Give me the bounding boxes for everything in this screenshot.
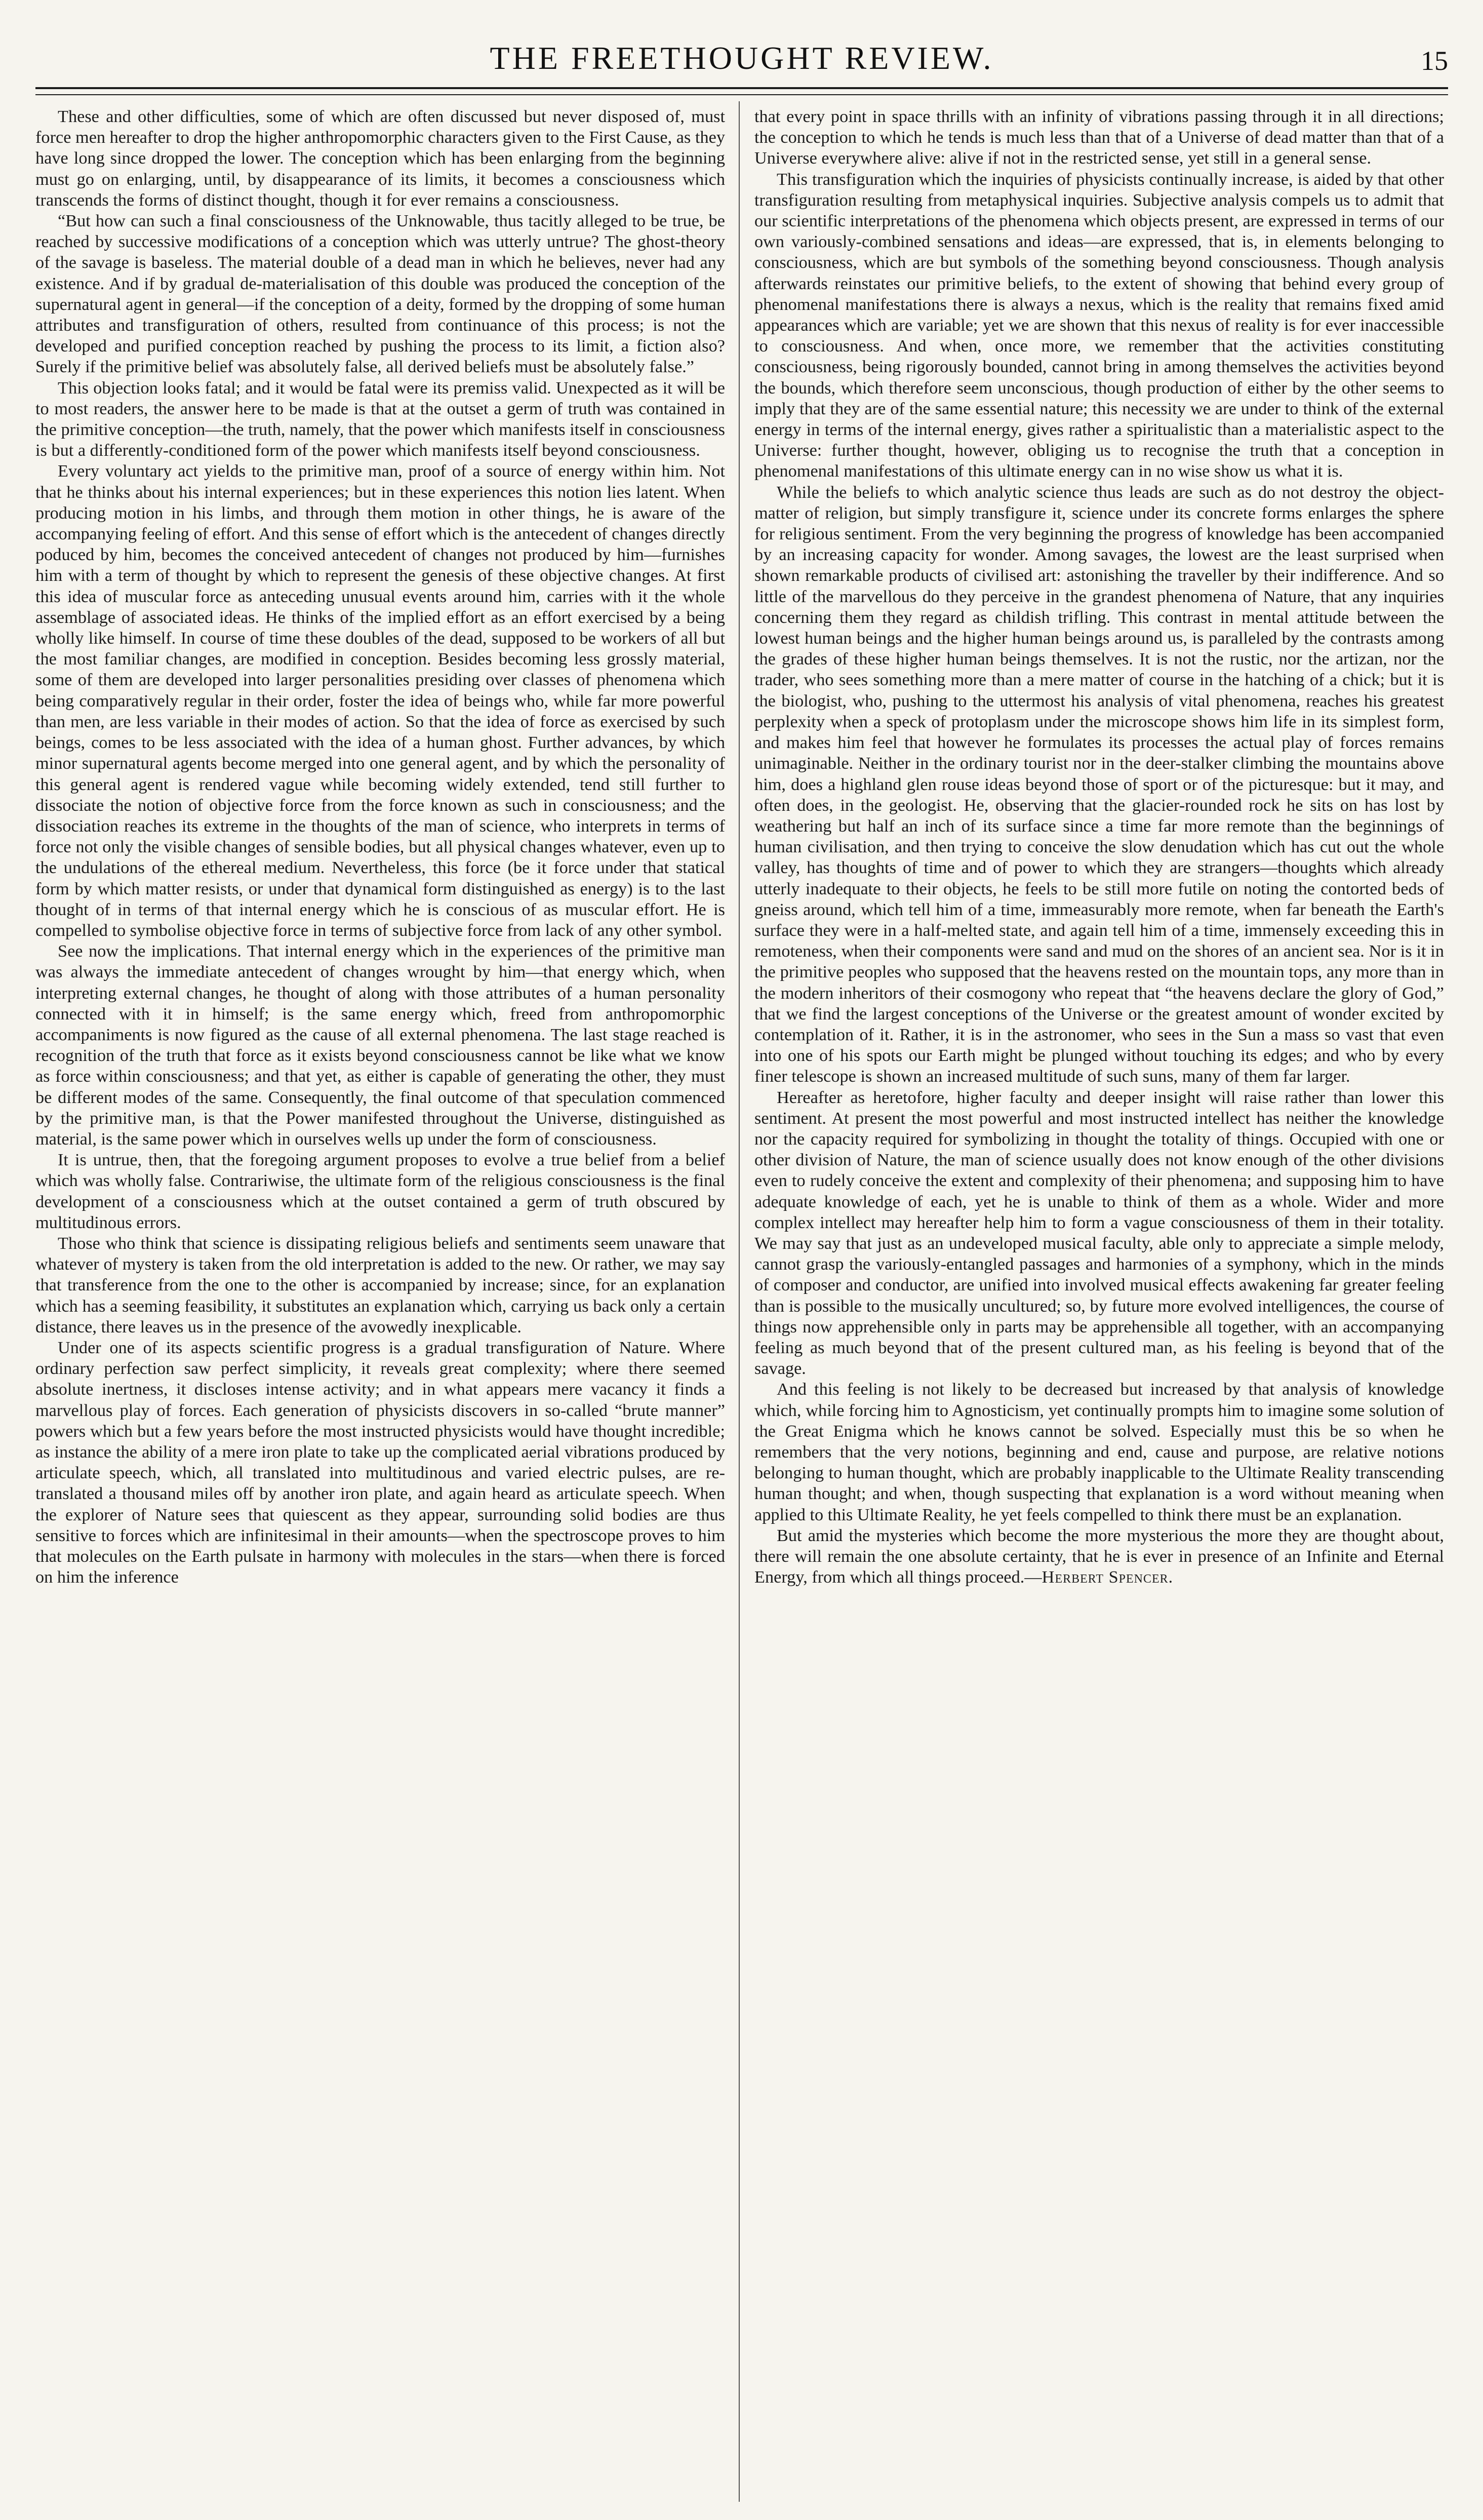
paragraph: Under one of its aspects scientific progress is a gradual transfiguration of Nature. Where ordinary perfection saw perfect simplicity, it reveals great complexity; where there seemed absolute inertness, it discloses intense activity; and in what appears mere vacancy it finds a marvellous play of forces. Each generation of physicists discovers in so-called “brute manner” powers which but a few years before the most instructed physicists would have thought incredible; as instance the ability of a mere iron plate to take up the complicated aerial vibrations produced by articulate speech, which, all translated into multitudinous and varied electric pulses, are re-translated a thousand miles off by another iron plate, and again heard as articulate speech. When the explorer of Nature sees that quiescent as they appear, surrounding solid bodies are thus sensitive to forces which are infinitesimal in their amounts—when the spectroscope proves to him that molecules on the Earth pulsate in harmony with molecules in the stars—when there is forced on him the inference bbox=[35, 1337, 725, 1587]
page-number: 15 bbox=[1421, 46, 1448, 76]
paragraph: See now the implications. That internal energy which in the experiences of the primitive man was always the immediate antecedent of changes wrought by him—that energy which, when interpreting external changes, he thought of along with those attributes of a human personality connected with it in himself; is the same energy which, freed from anthropomorphic accompaniments is now figured as the cause of all external phenomena. The last stage reached is recognition of the truth that force as it exists beyond consciousness cannot be like what we know as force within consciousness; and that yet, as either is capable of generating the other, they must be different modes of the same. Consequently, the final outcome of that speculation commenced by the primitive man, is that the Power manifested throughout the Universe, distinguished as material, is the same power which in ourselves wells up under the form of consciousness. bbox=[35, 941, 725, 1149]
left-column bbox=[35, 106, 725, 2497]
author-signature: Herbert Spencer. bbox=[1041, 1567, 1174, 1587]
paragraph: Hereafter as heretofore, higher faculty and deeper insight will raise rather than lower this sentiment. At present the most powerful and most instructed intellect has neither the knowledge nor the capacity required for symbolizing in thought the totality of things. Occupied with one or other division of Nature, the man of science usually does not know enough of the other divisions even to rudely conceive the extent and complexity of their phenomena; and supposing him to have adequate knowledge of each, yet he is unable to think of them as a whole. Wider and more complex intellect may hereafter help him to form a vague consciousness of them in their totality. We may say that just as an undeveloped musical faculty, able only to appreciate a simple melody, cannot grasp the variously-entangled passages and harmonies of a symphony, which in the minds of composer and conductor, are unified into involved musical effects awakening far greater feeling than is possible to the musically uncultured; so, by future more evolved intelligences, the course of things now apprehensible only in parts may be apprehensible all together, with an accompanying feeling as much beyond that of the present cultured man, as his feeling is beyond that of the savage. bbox=[754, 1087, 1444, 1379]
paragraph: “But how can such a final consciousness of the Unknowable, thus tacitly alleged to be true, be reached by successive modifications of a conception which was utterly untrue? The ghost-theory of the savage is baseless. The material double of a dead man in which he believes, never had any existence. And if by gradual de-materialisation of this double was produced the conception of the supernatural agent in general—if the conception of a deity, formed by the dropping of some human attributes and transfiguration of others, resulted from continuance of this process; is not the developed and purified conception reached by pushing the process to its limit, a fiction also? Surely if the primitive belief was absolutely false, all derived beliefs must be absolutely false.” bbox=[35, 211, 725, 377]
header-rule-thin bbox=[35, 94, 1448, 95]
paragraph: Every voluntary act yields to the primitive man, proof of a source of energy within him. Not that he thinks about his internal experiences; but in these experiences this notion lies latent. When producing motion in his limbs, and through them motion in other things, he is aware of the accompanying feeling of effort. And this sense of effort which is the antecedent of changes directly poduced by him, becomes the conceived antecedent of changes not produced by him—furnishes him with a term of thought by which to represent the genesis of these objective changes. At first this idea of muscular force as anteceding unusual events around him, carries with it the whole assemblage of associated ideas. He thinks of the implied effort as an effort exercised by a being wholly like himself. In course of time these doubles of the dead, supposed to be workers of all but the most familiar changes, are modified in conception. Besides becoming less grossly material, some of them are developed into larger personalities presiding over classes of phenomena which being comparatively regular in their order, foster the idea of beings who, while far more powerful than men, are less variable in their modes of action. So that the idea of force as exercised by such beings, comes to be less associated with the idea of a human ghost. Further advances, by which minor supernatural agents become merged into one general agent, and by which the personality of this general agent is rendered vague while becoming widely extended, tend still further to dissociate the notion of objective force from the force known as such in consciousness; and the dissociation reaches its extreme in the thoughts of the man of science, who interprets in terms of force not only the visible changes of sensible bodies, but all physical changes whatever, even up to the undulations of the ethereal medium. Nevertheless, this force (be it force under that statical form by which matter resists, or under that dynamical form distinguished as energy) is to the last thought of in terms of that internal energy which he is conscious of as muscular effort. He is compelled to symbolise objective force in terms of subjective force from lack of any other symbol. bbox=[35, 461, 725, 940]
final-paragraph bbox=[754, 1525, 1444, 1588]
paragraph: that every point in space thrills with an infinity of vibrations passing through it in all directions; the conception to which he tends is much less than that of a Universe of dead matter than that of a Universe everywhere alive: alive if not in the restricted sense, yet still in a general sense. bbox=[754, 107, 1444, 168]
right-column bbox=[754, 106, 1444, 2497]
page-header bbox=[35, 35, 1448, 91]
paragraph: This objection looks fatal; and it would be fatal were its premiss valid. Unexpected as it will be to most readers, the answer here to be made is that at the outset a germ of truth was contained in the primitive conception—the truth, namely, that the power which manifests itself in consciousness is but a differently-conditioned form of the power which manifests itself beyond consciousness. bbox=[35, 378, 725, 460]
paragraph: This transfiguration which the inquiries of physicists continually increase, is aided by that other transfiguration resulting from metaphysical inquiries. Subjective analysis compels us to admit that our scientific interpretations of the phenomena which objects present, are expressed in terms of our own variously-combined sensations and ideas—are expressed, that is, in elements belonging to consciousness, which are but symbols of the something beyond consciousness. Though analysis afterwards reinstates our primitive beliefs, to the extent of showing that behind every group of phenomenal manifestations there is always a nexus, which is the reality that remains fixed amid appearances which are variable; yet we are shown that this nexus of reality is for ever inaccessible to consciousness. And when, once more, we remember that the activities constituting consciousness, being rigorously bounded, cannot bring in among themselves the activities beyond the bounds, which therefore seem unconscious, though production of either by the other seems to imply that they are of the same essential nature; this necessity we are under to think of the external energy in terms of the internal energy, gives rather a spiritualistic than a materialistic aspect to the Universe: further thought, however, obliging us to recognise the truth that a conception in phenomenal manifestations of this ultimate energy can in no wise show us what it is. bbox=[754, 169, 1444, 481]
paragraph: While the beliefs to which analytic science thus leads are such as do not destroy the object-matter of religion, but simply transfigure it, science under its concrete forms enlarges the sphere for religious sentiment. From the very beginning the progress of knowledge has been accompanied by an increasing capacity for wonder. Among savages, the lowest are the least surprised when shown remarkable products of civilised art: astonishing the traveller by their indifference. And so little of the marvellous do they perceive in the grandest phenomena of Nature, that any inquiries concerning them they regard as childish trifling. This contrast in mental attitude between the lowest human beings and the higher human beings around us, is paralleled by the contrasts among the grades of these higher human beings themselves. It is not the rustic, nor the artizan, nor the trader, who sees something more than a mere matter of course in the hatching of a chick; but it is the biologist, who, pushing to the uttermost his analysis of vital phenomena, reaches his greatest perplexity when a speck of protoplasm under the microscope shows him life in its simplest form, and makes him feel that however he formulates its processes the actual play of forces remains unimaginable. Neither in the ordinary tourist nor in the deer-stalker climbing the mountains above him, does a highland glen rouse ideas beyond those of sport or of the picturesque: but it may, and often does, in the geologist. He, observing that the glacier-rounded rock he sits on has lost by weathering but half an inch of its surface since a time far more remote than the beginnings of human civilisation, and then trying to conceive the slow denudation which has cut out the whole valley, has thoughts of time and of power to which they are strangers—thoughts which already utterly inadequate to their objects, he feels to be still more futile on noting the contorted beds of gneiss around, which tell him of a time, immeasurably more remote, when far beneath the Earth's surface they were in a half-melted state, and again tell him of a time, immensely exceeding this in remoteness, when their components were sand and mud on the shores of an ancient sea. Nor is it in the primitive peoples who supposed that the heavens rested on the mountain tops, any more than in the modern inheritors of their cosmogony who repeat that “the heavens declare the glory of God,” that we find the largest conceptions of the Universe or the greatest amount of wonder excited by contemplation of it. Rather, it is in the astronomer, who sees in the Sun a mass so vast that even into one of his spots our Earth might be plunged without touching its edges; and who by every finer telescope is shown an increased multitude of such suns, many of them far larger. bbox=[754, 482, 1444, 1086]
paragraph: These and other difficulties, some of which are often discussed but never disposed of, must force men hereafter to drop the higher anthropomorphic characters given to the First Cause, as they have long since dropped the lower. The conception which has been enlarging from the beginning must go on enlarging, until, by disappearance of its limits, it becomes a consciousness which transcends the forms of distinct thought, though it for ever remains a consciousness. bbox=[35, 107, 725, 210]
paragraph: And this feeling is not likely to be decreased but increased by that analysis of knowledge which, while forcing him to Agnosticism, yet continually prompts him to imagine some solution of the Great Enigma which he knows cannot be solved. Especially must this be so when he remembers that the very notions, beginning and end, cause and purpose, are relative notions belonging to human thought, which are probably inapplicable to the Ultimate Reality transcending human thought; and when, though suspecting that explanation is a word without meaning when applied to this Ultimate Reality, he yet feels compelled to think there must be an explanation. bbox=[754, 1380, 1444, 1524]
final-paragraph-text: But amid the mysteries which become the more mysterious the more they are thought about, there will remain the one absolute certainty, that he is ever in presence of an Infinite and Eternal Energy, from which all things proceed.— bbox=[754, 1525, 1444, 1587]
paragraph: Those who think that science is dissipating religious beliefs and sentiments seem unaware that whatever of mystery is taken from the old interpretation is added to the new. Or rather, we may say that transference from the one to the other is accompanied by increase; since, for an explanation which has a seeming feasibility, it substitutes an explanation which, carrying us back only a certain distance, there leaves us in the presence of the avowedly inexplicable. bbox=[35, 1233, 725, 1336]
header-rule-thick bbox=[35, 87, 1448, 89]
column-divider bbox=[739, 101, 740, 2502]
journal-title: THE FREETHOUGHT REVIEW. bbox=[490, 40, 994, 76]
paragraph: It is untrue, then, that the foregoing argument proposes to evolve a true belief from a belief which was wholly false. Contrariwise, the ultimate form of the religious consciousness is the final development of a consciousness which at the outset contained a germ of truth obscured by multitudinous errors. bbox=[35, 1150, 725, 1232]
